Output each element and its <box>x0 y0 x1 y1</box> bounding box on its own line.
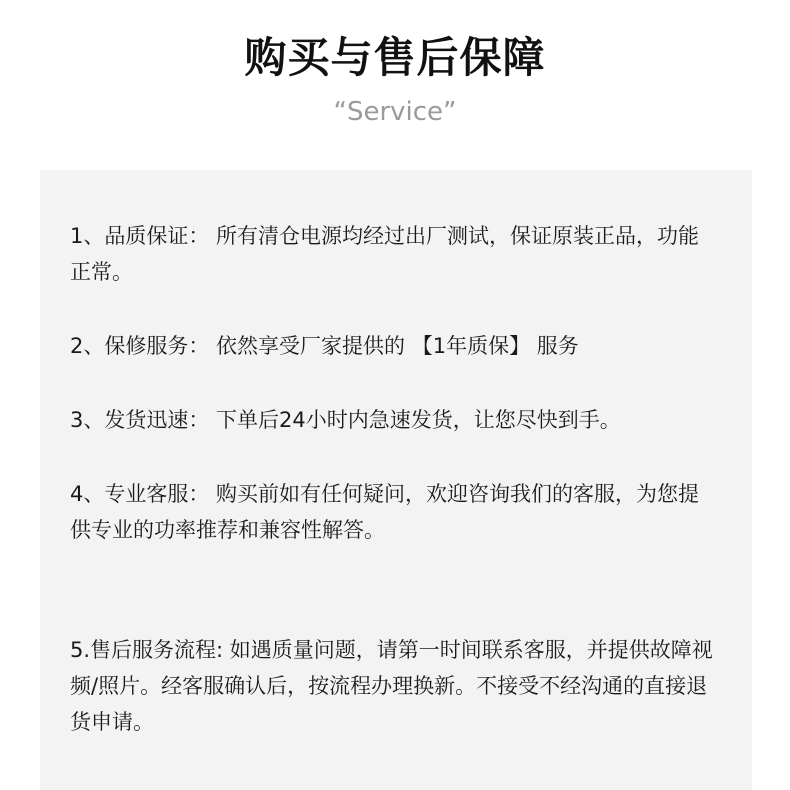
page-header <box>0 30 790 130</box>
service-item-after-sales: 5.售后服务流程: 如遇质量问题，请第一时间联系客服，并提供故障视频/照片。经客服确认后，按流程办理换新。不接受不经沟通的直接退货申请。 <box>70 638 713 734</box>
service-item-support: 4、专业客服： 购买前如有任何疑问，欢迎咨询我们的客服，为您提供专业的功率推荐和兼容性解答。 <box>70 482 700 542</box>
page-title: 购买与售后保障 <box>244 33 546 82</box>
service-info-panel <box>40 170 752 790</box>
service-item-shipping: 3、发货迅速： 下单后24小时内急速发货，让您尽快到手。 <box>70 408 621 432</box>
service-item-quality: 1、品质保证： 所有清仓电源均经过出厂测试，保证原装正品，功能正常。 <box>70 224 700 284</box>
service-list <box>70 218 720 778</box>
service-item-warranty: 2、保修服务： 依然享受厂家提供的 【1年质保】 服务 <box>70 334 579 358</box>
page-subtitle: “Service” <box>333 97 457 127</box>
